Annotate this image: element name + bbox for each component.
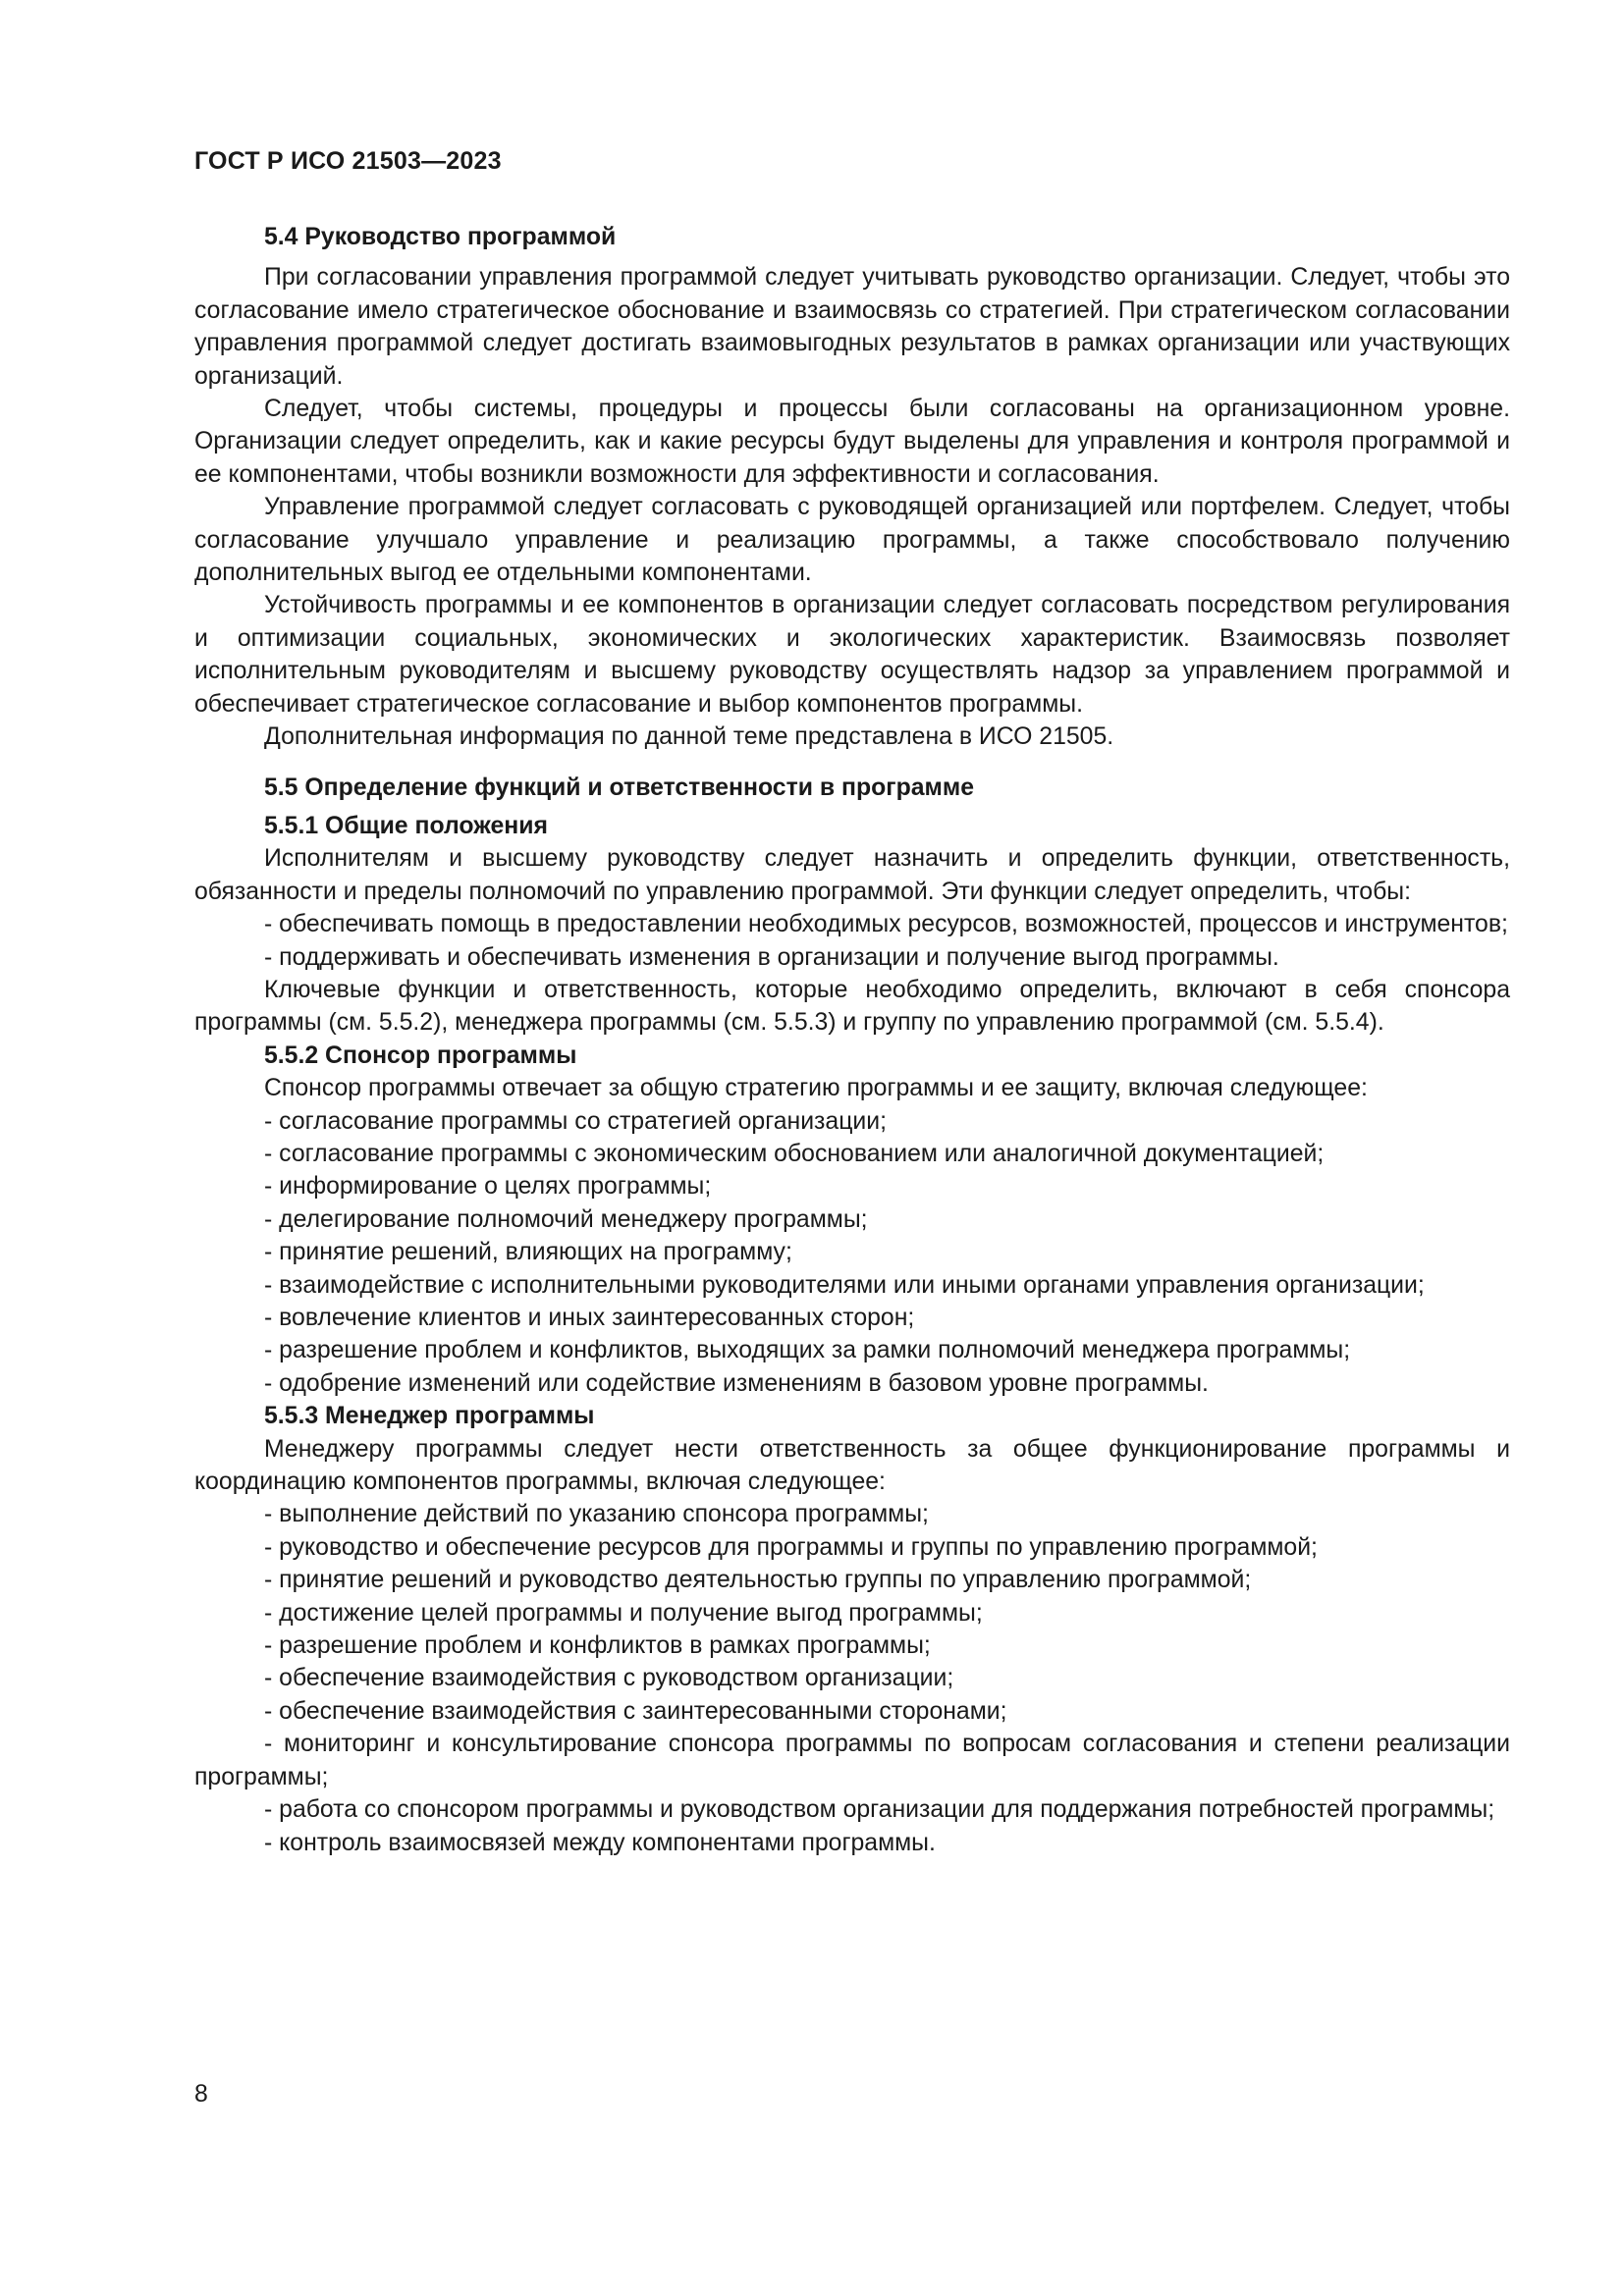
list-item: - обеспечение взаимодействия с руководством организации; [264,1665,954,1692]
list-item: - принятие решений, влияющих на программу; [264,1239,792,1266]
paragraph: Следует, чтобы системы, процедуры и процессы были согласованы на организационном уровне. Организации следует определить, как и какие ресурсы будут выделены для управления и контроля программой и ее компонентами, чтобы возникли возможности для эффективности и согласования. [194,396,1510,488]
section-heading-5-5: 5.5 Определение функций и ответственности в программе [264,774,975,801]
document-header: ГОСТ Р ИСО 21503—2023 [194,147,502,175]
paragraph: Исполнителям и высшему руководству следует назначить и определить функции, ответственность, обязанности и пределы полномочий по управлению программой. Эти функции следует определить, чтобы: [194,845,1510,905]
paragraph: Спонсор программы отвечает за общую стратегию программы и ее защиту, включая следующее: [264,1075,1368,1102]
list-item: - одобрение изменений или содействие изменениям в базовом уровне программы. [264,1369,1209,1397]
list-item: - обеспечивать помощь в предоставлении необходимых ресурсов, возможностей, процессов и инструментов; [264,911,1508,938]
list-item: - согласование программы со стратегией организации; [264,1107,888,1135]
list-item: - достижение целей программы и получение выгод программы; [264,1599,983,1627]
list-item: - обеспечение взаимодействия с заинтересованными сторонами; [264,1697,1007,1725]
list-item: - разрешение проблем и конфликтов, выходящих за рамки полномочий менеджера программы; [264,1337,1351,1364]
page-number: 8 [194,2081,208,2108]
list-item: - согласование программы с экономическим обоснованием или аналогичной документацией; [264,1140,1325,1167]
list-item: - поддерживать и обеспечивать изменения в организации и получение выгод программы. [264,943,1279,971]
list-item: - выполнение действий по указанию спонсора программы; [264,1501,929,1528]
list-item: - руководство и обеспечение ресурсов для программы и группы по управлению программой; [264,1533,1318,1561]
list-item: - информирование о целях программы; [264,1173,712,1201]
subsection-heading-5-5-3: 5.5.3 Менеджер программы [264,1403,595,1430]
list-item: - делегирование полномочий менеджеру программы; [264,1205,868,1233]
list-item: - контроль взаимосвязей между компонентами программы. [264,1829,936,1856]
paragraph: Устойчивость программы и ее компонентов в организации следует согласовать посредством регулирования и оптимизации социальных, экономических и экологических характеристик. Взаимосвязь позволяет исполнительным руководителям и высшему руководству осуществлять надзор за управлением программой и обеспечивает стратегическое согласование и выбор компонентов программы. [194,592,1510,718]
list-item: - работа со спонсором программы и руководством организации для поддержания потребностей программы; [264,1796,1495,1824]
paragraph: Дополнительная информация по данной теме представлена в ИСО 21505. [264,723,1114,751]
paragraph: Управление программой следует согласовать с руководящей организацией или портфелем. Следует, чтобы согласование улучшало управление и реализацию программы, а также способствовало получению дополнительных выгод ее отдельными компонентами. [194,494,1510,587]
list-item: - вовлечение клиентов и иных заинтересованных сторон; [264,1305,915,1331]
paragraph: Менеджеру программы следует нести ответственность за общее функционирование программы и координацию компонентов программы, включая следующее: [194,1435,1510,1496]
list-item: - взаимодействие с исполнительными руководителями или иными органами управления организации; [264,1271,1425,1299]
list-item: - мониторинг и консультирование спонсора программы по вопросам согласования и степени реализации программы; [194,1731,1510,1790]
subsection-heading-5-5-1: 5.5.1 Общие положения [264,812,548,839]
paragraph: При согласовании управления программой следует учитывать руководство организации. Следует, чтобы это согласование имело стратегическое обоснование и взаимосвязь со стратегией. При стратегическом согласовании управления программой следует достигать взаимовыгодных результатов в рамках организации или участвующих организаций. [194,264,1510,390]
document-body [194,221,1510,1859]
section-heading-5-4: 5.4 Руководство программой [264,224,617,250]
list-item: - разрешение проблем и конфликтов в рамках программы; [264,1632,931,1660]
subsection-heading-5-5-2: 5.5.2 Спонсор программы [264,1041,577,1069]
paragraph: Ключевые функции и ответственность, которые необходимо определить, включают в себя спонсора программы (см. 5.5.2), менеджера программы (см. 5.5.3) и группу по управлению программой (см. 5.5.4). [194,976,1510,1037]
list-item: - принятие решений и руководство деятельностью группы по управлению программой; [264,1567,1252,1594]
